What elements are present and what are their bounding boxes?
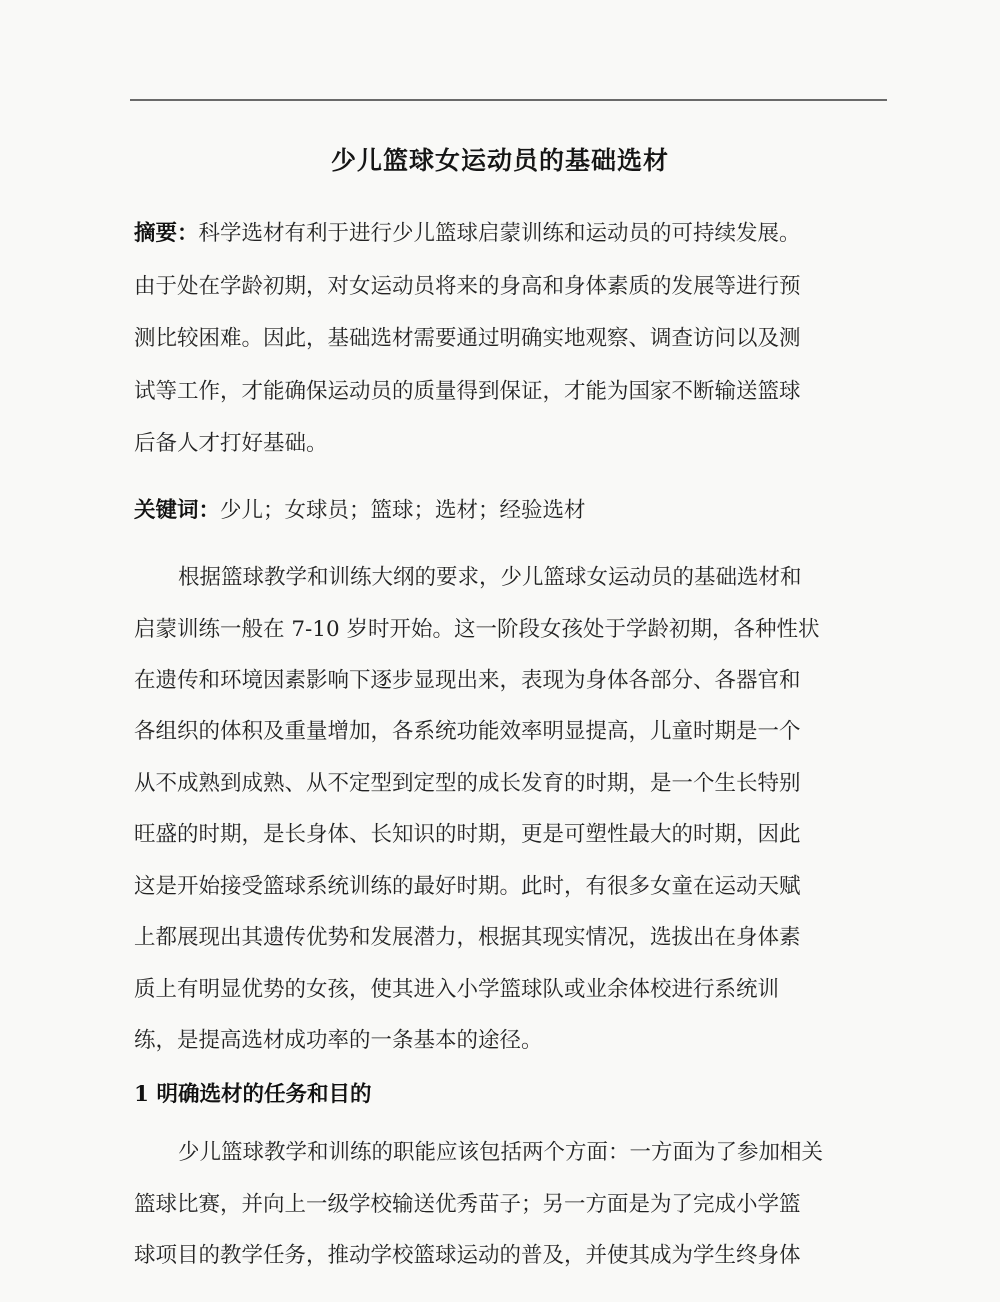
paragraph-line: 各组织的体积及重量增加，各系统功能效率明显提高，儿童时期是一个	[134, 719, 801, 744]
keywords-line	[134, 494, 586, 528]
header-rule	[130, 99, 887, 101]
paragraph-line: 练，是提高选材成功率的一条基本的途径。	[134, 1028, 543, 1053]
abstract-line	[134, 217, 801, 251]
paragraph-line: 启蒙训练一般在 7-10 岁时开始。这一阶段女孩处于学龄初期，各种性状	[134, 617, 820, 642]
paragraph-line: 旺盛的时期，是长身体、长知识的时期，更是可塑性最大的时期，因此	[134, 822, 801, 847]
paragraph-line: 球项目的教学任务，推动学校篮球运动的普及，并使其成为学生终身体	[134, 1243, 801, 1268]
section-heading: 1 明确选材的任务和目的	[134, 1082, 372, 1107]
paragraph-line: 根据篮球教学和训练大纲的要求，少儿篮球女运动员的基础选材和	[178, 565, 802, 590]
paragraph-line: 上都展现出其遗传优势和发展潜力，根据其现实情况，选拔出在身体素	[134, 925, 801, 950]
abstract-line: 测比较困难。因此，基础选材需要通过明确实地观察、调查访问以及测	[134, 326, 801, 351]
paragraph-line: 篮球比赛，并向上一级学校输送优秀苗子；另一方面是为了完成小学篮	[134, 1192, 801, 1217]
paragraph-line: 质上有明显优势的女孩，使其进入小学篮球队或业余体校进行系统训	[134, 977, 780, 1002]
paragraph-line: 这是开始接受篮球系统训练的最好时期。此时，有很多女童在运动天赋	[134, 874, 801, 899]
paragraph-line: 少儿篮球教学和训练的职能应该包括两个方面：一方面为了参加相关	[178, 1140, 824, 1165]
abstract-line: 由于处在学龄初期，对女运动员将来的身高和身体素质的发展等进行预	[134, 274, 801, 299]
paragraph-line: 从不成熟到成熟、从不定型到定型的成长发育的时期，是一个生长特别	[134, 771, 801, 796]
page-title: 少儿篮球女运动员的基础选材	[330, 146, 669, 175]
abstract-line: 后备人才打好基础。	[134, 431, 328, 456]
keywords-text: 少儿；女球员；篮球；选材；经验选材	[220, 498, 586, 523]
keywords-label: 关键词：	[134, 498, 221, 523]
paragraph-line: 在遗传和环境因素影响下逐步显现出来，表现为身体各部分、各器官和	[134, 668, 801, 693]
abstract-first-line: 科学选材有利于进行少儿篮球启蒙训练和运动员的可持续发展。	[198, 221, 801, 246]
abstract-label: 摘要：	[134, 221, 199, 246]
abstract-line: 试等工作，才能确保运动员的质量得到保证，才能为国家不断输送篮球	[134, 379, 801, 404]
